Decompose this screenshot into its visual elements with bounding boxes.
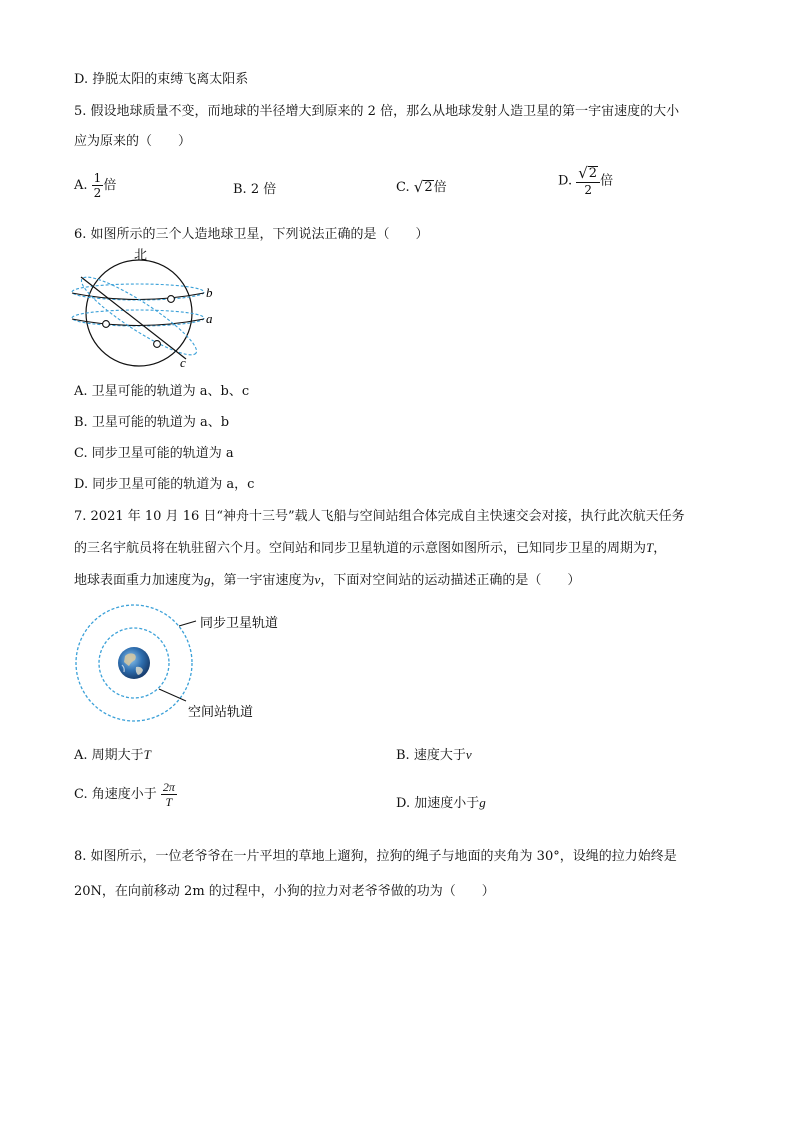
fraction-sqrt2-over-2: [576, 166, 600, 196]
label-north: 北: [134, 248, 148, 263]
q5-option-d: [558, 166, 613, 196]
option-label: C.: [396, 180, 410, 195]
var-g: g: [479, 795, 486, 810]
station-orbit-label: 空间站轨道: [188, 705, 254, 720]
q6-option-b: B. 卫星可能的轨道为 a、b: [74, 415, 230, 430]
label-c: c: [180, 355, 186, 370]
satellite-a: [103, 321, 110, 328]
option-label: D.: [558, 173, 573, 189]
fraction-one-half: [92, 172, 104, 199]
var-g: g: [204, 572, 211, 587]
var-T: T: [646, 540, 654, 555]
q5-option-a: [74, 172, 116, 199]
q7-option-c: C. 角速度小于 $\frac{2\pi}{T}$: [74, 780, 175, 809]
q7-option-d: D. 加速度小于g: [396, 795, 486, 811]
q8-stem-line1: 8. 如图所示，一位老爷爷在一片平坦的草地上遛狗，拉狗的绳子与地面的夹角为 30°，设绳的拉力始终是: [74, 849, 677, 864]
sqrt-two: √ 2: [578, 164, 598, 182]
q7-option-b: B. 速度大于v: [396, 747, 472, 763]
fraction-denominator: 2: [93, 186, 102, 200]
satellite-b: [168, 296, 175, 303]
q6-option-c: C. 同步卫星可能的轨道为 a: [74, 446, 234, 461]
prev-option-d: D. 挣脱太阳的束缚飞离太阳系: [74, 72, 249, 87]
sqrt-two: √ 2: [413, 178, 433, 196]
unit: 倍: [433, 180, 447, 195]
fraction-numerator: 1: [93, 171, 102, 185]
station-pointer-line: [159, 689, 186, 701]
orbit-c-dashed: [74, 267, 203, 365]
unit: 倍: [600, 173, 614, 189]
q8-stem-line2: 20N，在向前移动 2m 的过程中，小狗的拉力对老爷爷做的功为（ ）: [74, 884, 495, 899]
q7-option-a: A. 周期大于T: [74, 747, 151, 763]
orbit-c-front: [81, 277, 186, 359]
q7-stem-line2: 的三名宇航员将在轨驻留六个月。空间站和同步卫星轨道的示意图如图所示，已知同步卫星的周期为T，: [74, 540, 667, 556]
sync-orbit-label: 同步卫星轨道: [200, 616, 279, 631]
orbit-a-dashed: [72, 310, 204, 326]
q6-stem: 6. 如图所示的三个人造地球卫星，下列说法正确的是（ ）: [74, 227, 429, 242]
earth-circle: [86, 260, 192, 366]
var-v: v: [465, 747, 472, 762]
sync-pointer-line: [179, 621, 196, 626]
q5-option-b: B. 2 倍: [233, 182, 277, 197]
earth-icon: [118, 647, 150, 679]
q6-option-a: A. 卫星可能的轨道为 a、b、c: [74, 384, 250, 399]
q5-stem-line2: 应为原来的（ ）: [74, 134, 192, 149]
option-label: A.: [74, 178, 88, 193]
fraction-2pi-over-T: [161, 781, 177, 808]
unit: 倍: [103, 178, 117, 193]
q7-stem-line3: 地球表面重力加速度为g，第一宇宙速度为v，下面对空间站的运动描述正确的是（ ）: [74, 572, 581, 588]
q7-stem-line1: 7. 2021 年 10 月 16 日“神舟十三号”载人飞船与空间站组合体完成自主快速交会对接，执行此次航天任务: [74, 509, 685, 524]
fraction-numerator: 2π: [162, 780, 175, 794]
label-b: b: [206, 285, 213, 300]
q5-stem-line1: 5. 假设地球质量不变，而地球的半径增大到原来的 2 倍，那么从地球发射人造卫星的第一宇宙速度的大小: [74, 104, 680, 119]
orbit-figure: [68, 603, 328, 725]
satellite-orbits-figure: [66, 246, 226, 372]
satellite-c: [154, 341, 161, 348]
fraction-denominator: T: [165, 795, 173, 809]
var-v: v: [314, 572, 321, 587]
fraction-denominator: 2: [584, 183, 592, 197]
var-T: T: [143, 747, 151, 762]
q6-option-d: D. 同步卫星可能的轨道为 a，c: [74, 477, 255, 492]
label-a: a: [206, 311, 213, 326]
q5-option-c: [396, 176, 447, 195]
